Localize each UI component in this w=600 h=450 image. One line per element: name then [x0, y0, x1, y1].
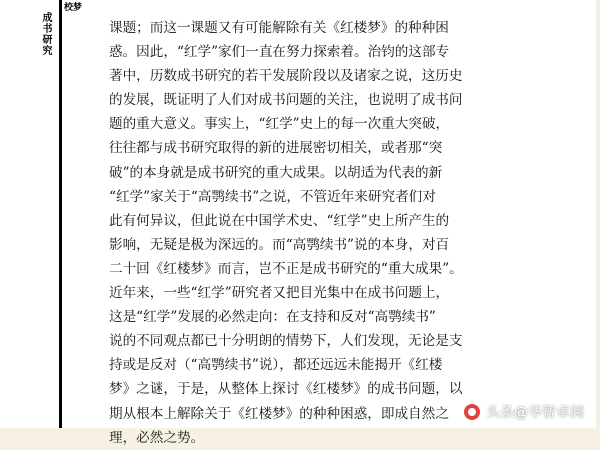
text-line: 理，必然之势。	[109, 429, 205, 446]
text-line: 二十回《红楼梦》而言，岂不正是成书研究的“重大成果”。	[109, 260, 463, 277]
text-line: “红学”家关于“高鹗续书”之说，不管近年来研究者们对	[109, 188, 436, 205]
text-line: 期从根本上解除关于《红楼梦》的种种困惑，即成自然之	[109, 405, 449, 422]
watermark-text: 头条@华智卓阅	[486, 405, 584, 421]
body-text	[109, 16, 514, 450]
toutiao-logo-icon	[464, 404, 480, 420]
text-line: 持或是反对（“高鹗续书”说），都还远远未能揭开《红楼	[109, 357, 443, 374]
page-edge	[596, 0, 600, 428]
text-line: 此有何异议，但此说在中国学术史、“红学”史上所产生的	[109, 212, 450, 229]
text-line: 说的不同观点都已十分明朗的情势下，人们发现，无论是支	[109, 333, 463, 350]
watermark	[464, 402, 584, 422]
text-line: 题的重大意义。事实上，“红学”史上的每一次重大突破，	[109, 116, 450, 133]
text-line: 这是“红学”发展的必然走向：在支持和反对“高鹗续书”	[109, 309, 436, 326]
text-line: 梦》之谜，于是，从整体上探讨《红楼梦》的成书问题，以	[109, 381, 463, 398]
section-label: 成书研究	[40, 12, 51, 56]
margin-rule	[59, 0, 62, 428]
text-line: 著中，历数成书研究的若干发展阶段以及诸家之说，这历史	[109, 68, 463, 85]
text-line: 破”的本身就是成书研究的重大成果。以胡适为代表的新	[109, 164, 443, 181]
text-line: 近年来，一些“红学”研究者又把目光集中在成书问题上，	[109, 285, 450, 302]
header-mark: 校梦	[64, 3, 83, 13]
text-line: 往往都与成书研究取得的新的进展密切相关，或者那“突	[109, 140, 443, 157]
text-line: 惑。因此，“红学”家们一直在努力探索着。治钧的这部专	[109, 44, 450, 61]
page-margin	[28, 0, 60, 428]
text-line: 的发展，既证明了人们对成书问题的关注，也说明了成书问	[109, 92, 463, 109]
text-line: 课题；而这一课题又有可能解除有关《红楼梦》的种种困	[109, 20, 449, 36]
text-line: 影响，无疑是极为深远的。而“高鹗续书”说的本身，对百	[109, 236, 450, 253]
